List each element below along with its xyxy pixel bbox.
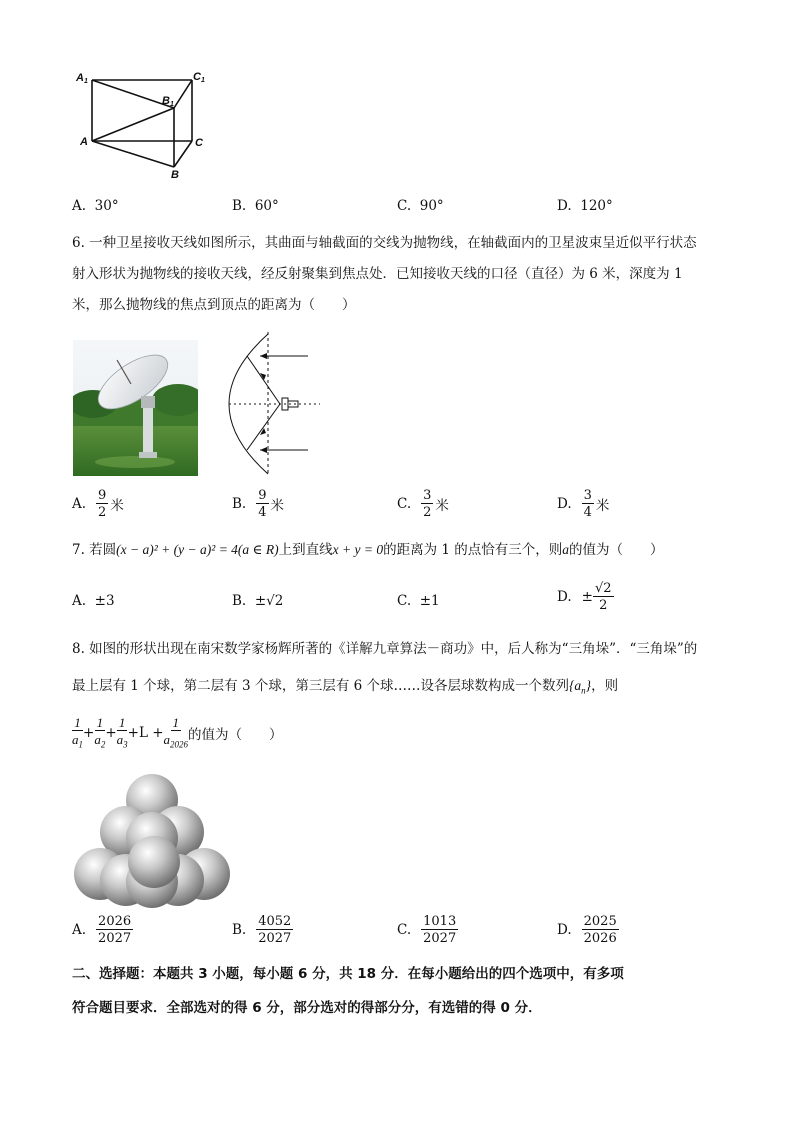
q8-option-d[interactable]: D. $\frac{2025}{2026}$ bbox=[557, 914, 617, 946]
q5-option-d[interactable]: D. 120° bbox=[557, 198, 613, 214]
q6-line-1: 6. 一种卫星接收天线如图所示，其曲面与轴截面的交线为抛物线，在轴截面内的卫星波束呈近似平行状态 bbox=[72, 235, 697, 251]
section-2-line-2: 符合题目要求．全部选对的得 6 分，部分选对的得部分分，有选错的得 0 分． bbox=[72, 1000, 542, 1016]
label-B1: B bbox=[162, 95, 170, 107]
svg-text:C1: C1 bbox=[193, 71, 205, 84]
q6-option-c[interactable]: C. $\frac{3}{2}$ 米 bbox=[397, 488, 449, 520]
q7-option-d[interactable]: D. ± $\frac{√2}{2}$ bbox=[557, 581, 612, 613]
q8-option-a[interactable]: A. $\frac{2026}{2027}$ bbox=[72, 914, 132, 946]
q8-option-c[interactable]: C. $\frac{1013}{2027}$ bbox=[397, 914, 457, 946]
ball-10 bbox=[128, 836, 180, 888]
q7-option-a[interactable]: A. ±3 bbox=[72, 593, 115, 609]
label-C: C bbox=[195, 137, 203, 149]
parabola-diagram bbox=[220, 330, 330, 480]
q6-option-b[interactable]: B. $\frac{9}{4}$ 米 bbox=[232, 488, 284, 520]
q6-line-2: 射入形状为抛物线的接收天线，经反射聚集到焦点处．已知接收天线的口径（直径）为 6 米，深度为 1 bbox=[72, 266, 683, 282]
label-B: B bbox=[171, 169, 179, 181]
q7-stem: 7. 若圆(x − a)² + (y − a)² = 4(a ∈ R)上到直线x + y = 0的距离为 1 的点恰有三个，则a的值为（ ） bbox=[72, 542, 664, 558]
q7-circle-equation: (x − a)² + (y − a)² = 4(a ∈ R) bbox=[116, 542, 279, 557]
label-A: A bbox=[80, 136, 88, 148]
q5-option-c[interactable]: C. 90° bbox=[397, 198, 444, 214]
prism-figure bbox=[72, 66, 217, 181]
label-C1: C bbox=[193, 71, 201, 83]
q6-line-3: 米，那么抛物线的焦点到顶点的距离为（ ） bbox=[72, 297, 356, 313]
svg-text:A1: A1 bbox=[76, 72, 88, 85]
q6-option-d[interactable]: D. $\frac{3}{4}$ 米 bbox=[557, 488, 610, 520]
q7-option-b[interactable]: B. ±√2 bbox=[232, 593, 284, 609]
section-2-line-1: 二、选择题：本题共 3 小题，每小题 6 分，共 18 分．在每小题给出的四个选项中，有多项 bbox=[72, 966, 624, 982]
q5-option-b[interactable]: B. 60° bbox=[232, 198, 279, 214]
satellite-dish-photo bbox=[73, 340, 198, 476]
svg-text:B1: B1 bbox=[162, 95, 174, 108]
q8-option-b[interactable]: B. $\frac{4052}{2027}$ bbox=[232, 914, 292, 946]
ball-pyramid-figure bbox=[72, 770, 237, 910]
q7-line-equation: x + y = 0 bbox=[332, 542, 384, 557]
q7-option-c[interactable]: C. ±1 bbox=[397, 593, 440, 609]
q8-line-1: 8. 如图的形状出现在南宋数学家杨辉所著的《详解九章算法－商功》中，后人称为“三角垛”．“三角垛”的 bbox=[72, 641, 698, 657]
q8-line-2: 最上层有 1 个球，第二层有 3 个球，第三层有 6 个球……设各层球数构成一个数列$\{a_n\}$，则 bbox=[72, 678, 619, 696]
label-A1: A bbox=[76, 72, 84, 84]
q6-option-a[interactable]: A. $\frac{9}{2}$ 米 bbox=[72, 488, 124, 520]
q8-sum-expression: $\frac{1}{a_1}$ + $\frac{1}{a_2}$ + $\frac{1}{a_3}$ + L + $\frac{1}{a_{2026}}$ 的值为（ ） bbox=[72, 715, 283, 750]
q5-option-a[interactable]: A. 30° bbox=[72, 198, 119, 214]
